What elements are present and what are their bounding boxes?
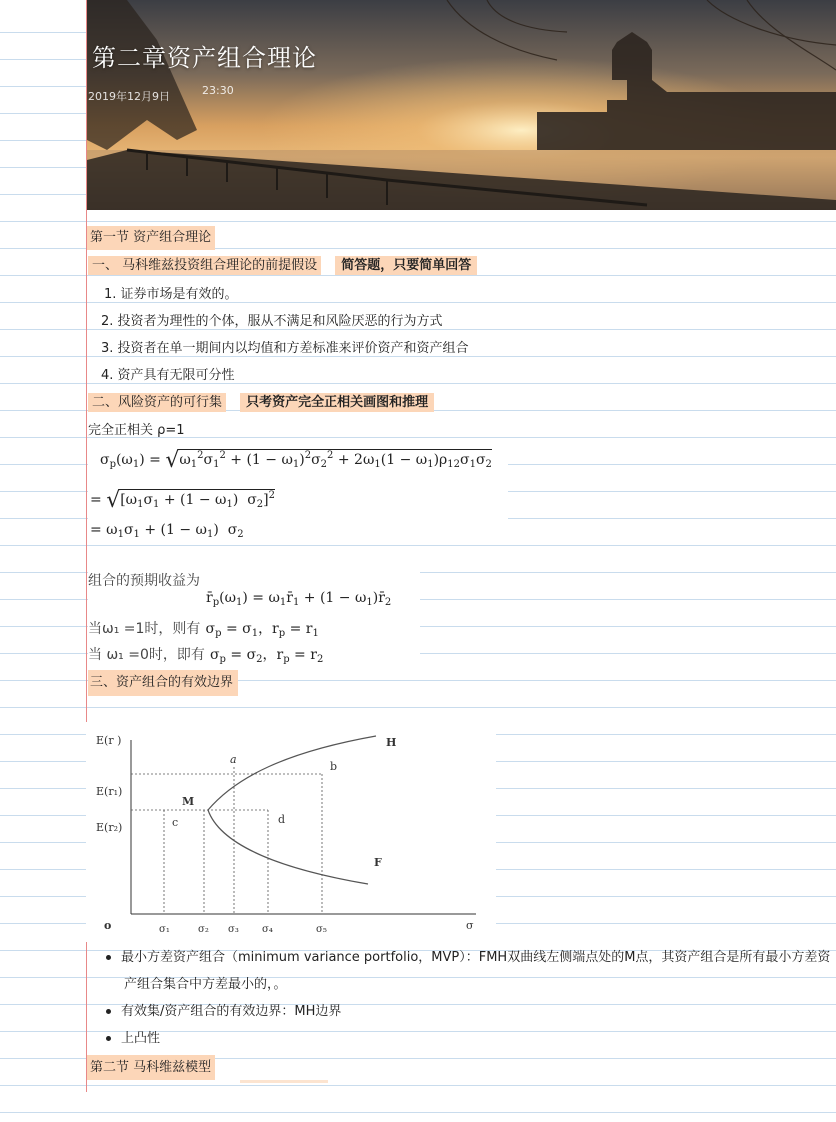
x-tick-s3: σ₃ — [228, 924, 239, 935]
y-tick-r1: E(r₁) — [96, 785, 123, 798]
expected-return-label: 组合的预期收益为 — [88, 573, 200, 589]
case-1-line: 当ω₁ =1时，则有 $\sigma_p = \sigma_1$，$r_p = r_1$ — [88, 621, 319, 639]
case-2-line: 当 ω₁ =0时，即有 $\sigma_p = \sigma_2$，$r_p = r_2$ — [88, 647, 324, 665]
bullet-efficient-set — [106, 998, 341, 1025]
formula-sigma-p: $\sigma_p(\omega_1) = √\omega_1^2\sigma_1^2 + (1 - \omega_1)^2\sigma_2^2 + 2\omega_1(1 - \omega_1)\rho_{12}\sigma_1\sigma_2$ — [100, 448, 492, 473]
bullet-concavity — [106, 1025, 160, 1052]
assumption-3: 3. 投资者在单一期间内以均值和方差标准来评价资产和资产组合 — [101, 341, 469, 356]
bullet-mvp-text: 最小方差资产组合（minimum variance portfolio，MVP）：FMH双曲线左侧端点处的M点，其资产组合是所有最小方差资产组合集合中方差最小的，。 — [121, 950, 831, 992]
question-2 — [88, 390, 434, 416]
question-1-note: 简答题，只要简单回答 — [335, 256, 477, 275]
time-label: 23:30 — [202, 84, 234, 97]
bullet-dot — [106, 1036, 111, 1041]
question-1-label: 一、 马科维兹投资组合理论的前提假设 — [88, 256, 321, 275]
x-tick-s5: σ₅ — [316, 924, 327, 935]
bullet-dot — [106, 955, 111, 960]
point-a: a — [230, 753, 237, 766]
curve-label-F: F — [374, 856, 382, 869]
date-label: 2019年12月9日 — [88, 90, 170, 103]
bullet-efficient-set-text: 有效集/资产组合的有效边界：MH边界 — [121, 1004, 342, 1019]
question-1 — [88, 253, 477, 279]
page-title: 第二章资产组合理论 — [92, 44, 317, 72]
assumption-1: 1. 证券市场是有效的。 — [104, 287, 238, 302]
header-image — [87, 0, 836, 210]
formula-step-2: = $√[\omega_1\sigma_1 + (1 - \omega_1)$ $\sigma_2]^2$ — [90, 488, 275, 513]
assumption-4: 4. 资产具有无限可分性 — [101, 368, 235, 383]
assumption-2: 2. 投资者为理性的个体，服从不满足和风险厌恶的行为方式 — [101, 314, 443, 329]
origin-label: o — [104, 919, 112, 932]
case-1-label: 当ω₁ =1时，则有 — [88, 621, 201, 637]
formula-block — [88, 442, 508, 542]
formula-expected-return: $r̄_p(\omega_1)$ = $\omega_1r̄_1 + (1$ − $\omega_1)r̄_2$ — [206, 590, 392, 608]
efficient-frontier-chart — [86, 722, 496, 942]
expected-return-block — [88, 568, 420, 670]
question-2-label: 二、风险资产的可行集 — [88, 393, 226, 412]
point-d: d — [278, 813, 286, 826]
bullet-concavity-text: 上凸性 — [121, 1031, 161, 1046]
sunset-lake-image — [87, 0, 836, 210]
x-tick-s1: σ₁ — [159, 924, 170, 935]
point-b: b — [330, 760, 338, 773]
x-tick-s2: σ₂ — [198, 924, 209, 935]
point-M: M — [182, 795, 195, 808]
case-2-label: 当 ω₁ =0时，即有 — [88, 647, 205, 663]
y-tick-r2: E(r₂) — [96, 821, 123, 834]
x-axis-label: σ — [466, 919, 474, 932]
x-tick-s4: σ₄ — [262, 924, 273, 935]
y-axis-label: E(r ) — [96, 734, 122, 747]
point-c: c — [172, 816, 179, 829]
curve-label-H: H — [386, 736, 397, 749]
question-2-note: 只考资产完全正相关画图和推理 — [240, 393, 434, 412]
section-1-heading: 第一节 资产组合理论 — [87, 226, 215, 250]
question-3-heading: 三、资产组合的有效边界 — [88, 670, 238, 696]
bullet-dot — [106, 1009, 111, 1014]
section-2-heading: 第二节 马科维兹模型 — [87, 1055, 215, 1080]
full-correlation-label: 完全正相关 ρ=1 — [88, 423, 185, 438]
formula-step-3: = $\omega_1\sigma_1 + (1 - \omega_1)$ $\sigma_2$ — [90, 522, 244, 540]
highlight-tail — [240, 1080, 328, 1083]
bullet-mvp — [106, 944, 834, 998]
